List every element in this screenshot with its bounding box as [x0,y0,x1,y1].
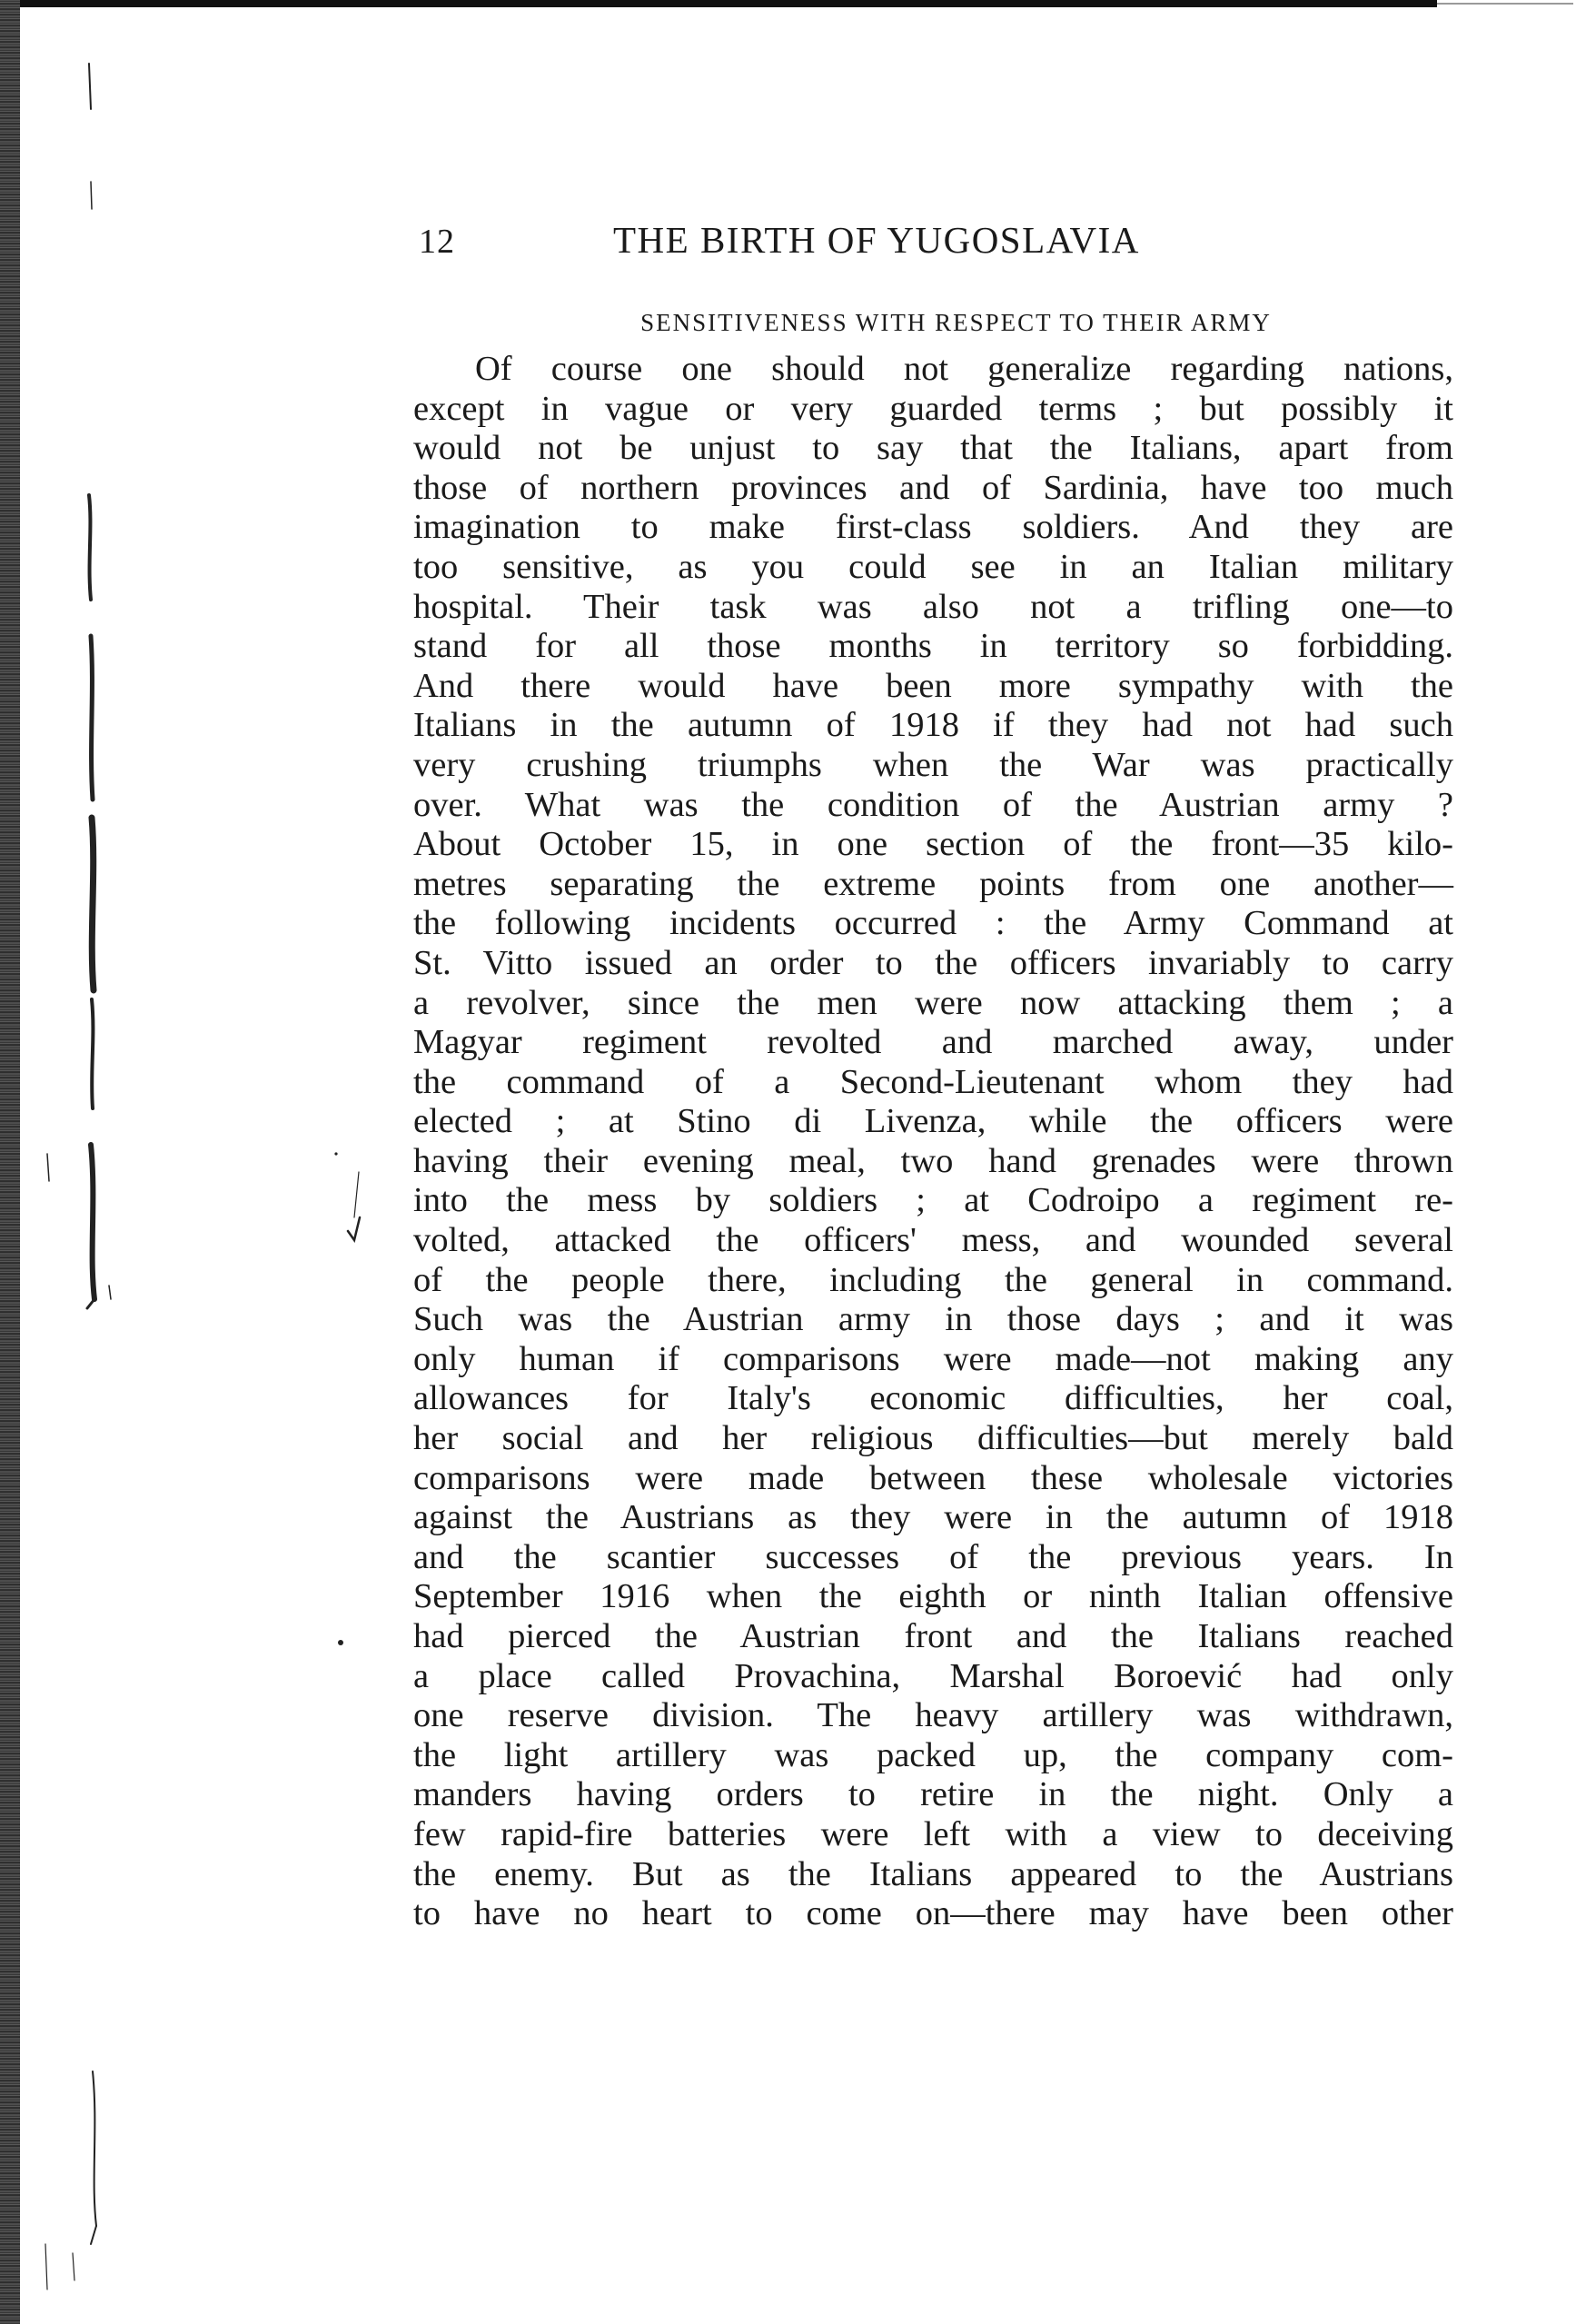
text-line: allowances for Italy's economic difficulties, her coal, [413,1379,1453,1418]
body-paragraph [413,350,1453,1934]
text-line: manders having orders to retire in the night. Only a [413,1775,1453,1814]
text-line: had pierced the Austrian front and the Italians reached [413,1617,1453,1655]
text-line: stand for all those months in territory so forbidding. [413,627,1453,666]
text-line: the enemy. But as the Italians appeared to the Austrians [413,1854,1453,1893]
text-line: of the people there, including the general in command. [413,1260,1453,1299]
scan-top-rule-thin [1437,3,1573,5]
book-page [413,209,1453,1934]
text-line: And there would have been more sympathy with the [413,666,1453,705]
text-line: the following incidents occurred : the Army Command at [413,904,1453,943]
text-line: to have no heart to come on—there may have been other [413,1894,1453,1933]
text-line: imagination to make first-class soldiers. And they are [413,508,1453,547]
text-line: Such was the Austrian army in those days ; and it was [413,1300,1453,1339]
running-title: THE BIRTH OF YUGOSLAVIA [613,219,1140,261]
text-line: few rapid-fire batteries were left with a view to deceiving [413,1814,1453,1853]
text-line: a place called Provachina, Marshal Boroević had only [413,1656,1453,1695]
text-line: About October 15, in one section of the front—35 kilo- [413,825,1453,864]
scan-binding-edge [0,0,20,2324]
text-line: hospital. Their task was also not a trifling one—to [413,587,1453,626]
text-line: over. What was the condition of the Austrian army ? [413,785,1453,824]
text-line: only human if comparisons were made—not making any [413,1339,1453,1378]
text-line: September 1916 when the eighth or ninth Italian offensive [413,1577,1453,1616]
text-line: St. Vitto issued an order to the officers invariably to carry [413,943,1453,982]
text-line: except in vague or very guarded terms ; but possibly it [413,389,1453,428]
text-line: her social and her religious difficulties—but merely bald [413,1419,1453,1458]
margin-pencil-marks [36,0,436,2324]
page-number: 12 [419,223,455,261]
text-line: the command of a Second-Lieutenant whom they had [413,1062,1453,1101]
text-line: would not be unjust to say that the Italians, apart from [413,429,1453,468]
text-line: too sensitive, as you could see in an Italian military [413,547,1453,586]
text-line: metres separating the extreme points from one another— [413,864,1453,903]
text-line: those of northern provinces and of Sardinia, have too much [413,468,1453,507]
text-line: having their evening meal, two hand grenades were thrown [413,1141,1453,1180]
text-line: one reserve division. The heavy artillery was withdrawn, [413,1696,1453,1735]
section-heading: SENSITIVENESS WITH RESPECT TO THEIR ARMY [640,309,1272,336]
text-line: comparisons were made between these wholesale victories [413,1458,1453,1497]
text-line: Italians in the autumn of 1918 if they had not had such [413,706,1453,745]
text-line: a revolver, since the men were now attacking them ; a [413,983,1453,1022]
text-line: Magyar regiment revolted and marched away, under [413,1023,1453,1062]
text-line: against the Austrians as they were in the autumn of 1918 [413,1498,1453,1537]
text-line: elected ; at Stino di Livenza, while the officers were [413,1102,1453,1141]
text-line: very crushing triumphs when the War was practically [413,745,1453,784]
text-line: the light artillery was packed up, the company com- [413,1735,1453,1774]
text-line: volted, attacked the officers' mess, and wounded several [413,1221,1453,1260]
running-head [413,209,1453,273]
text-line: Of course one should not generalize regarding nations, [475,350,1453,388]
text-line: into the mess by soldiers ; at Codroipo a regiment re- [413,1181,1453,1220]
text-line: and the scantier successes of the previous years. In [413,1537,1453,1576]
